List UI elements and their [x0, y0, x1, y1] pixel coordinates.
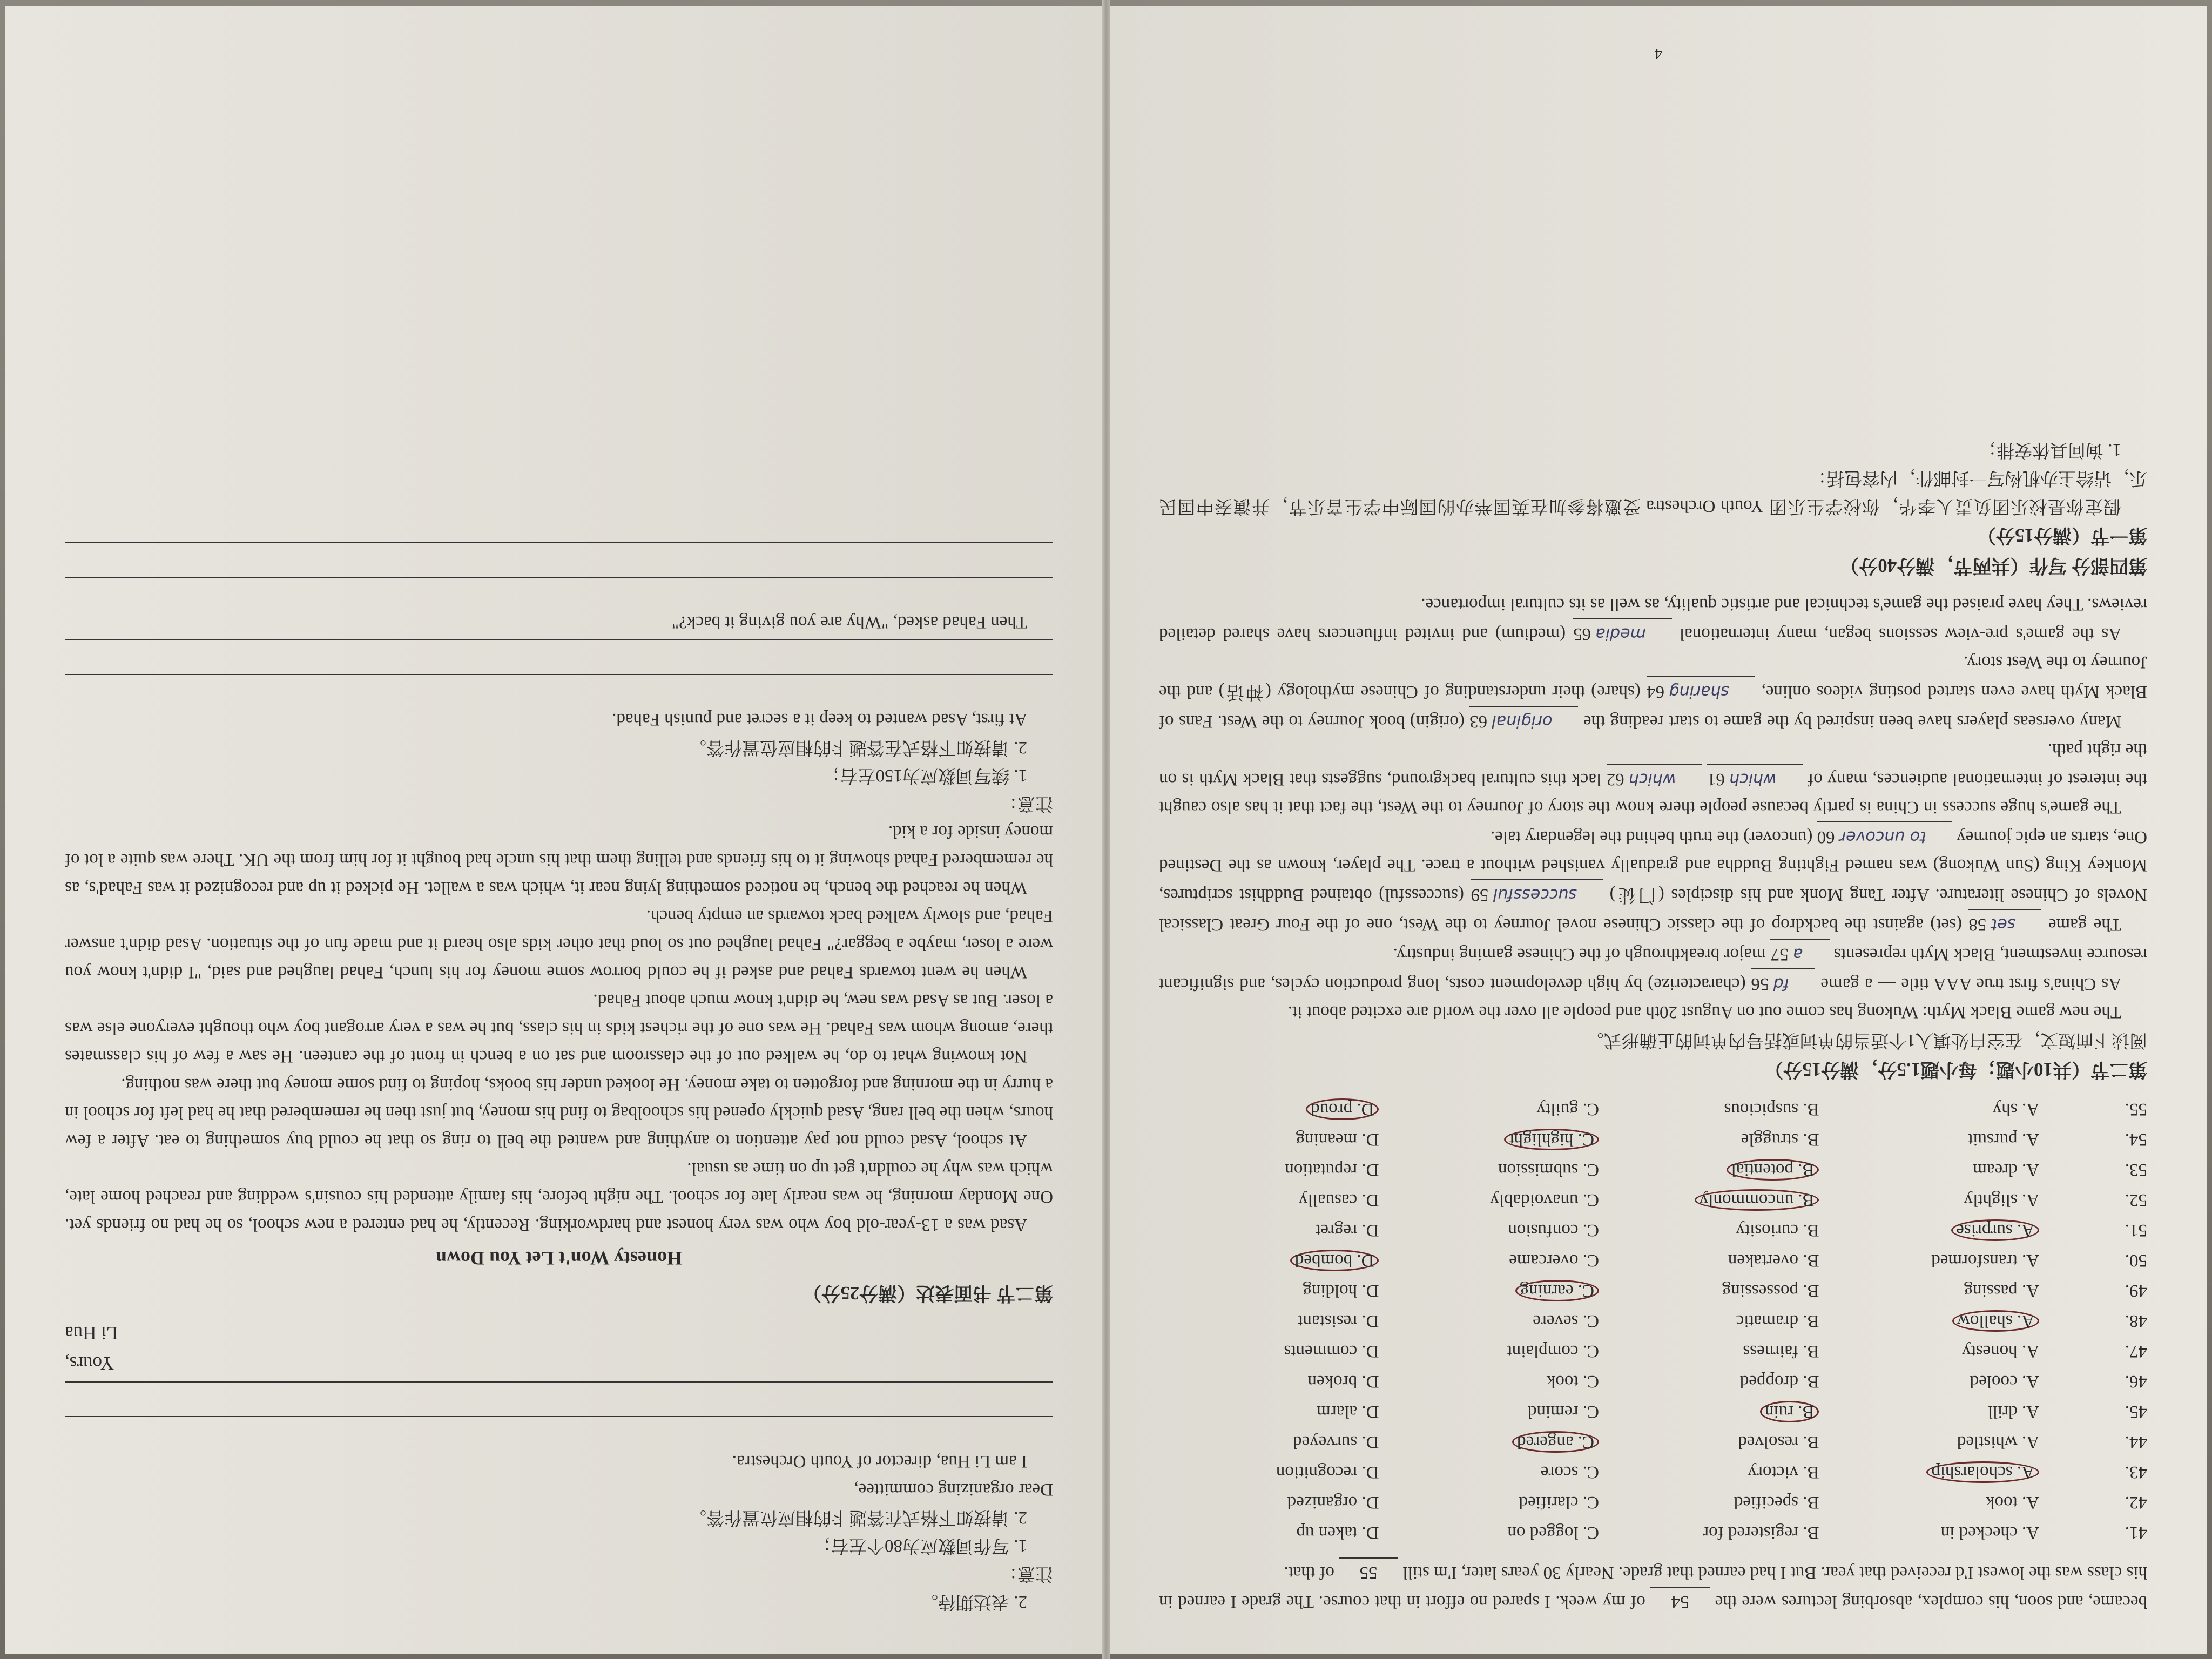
option-label: C. highlight [1504, 1129, 1599, 1150]
answer-line [65, 639, 1053, 671]
option-label: B. victory [1748, 1462, 1819, 1482]
question-number: 43. [2125, 1462, 2147, 1482]
option-label: A. surprise [1951, 1219, 2039, 1241]
option-b[interactable] [1599, 1366, 1819, 1397]
option-b[interactable] [1599, 1336, 1819, 1366]
option-b[interactable] [1599, 1185, 1819, 1215]
option-c[interactable] [1379, 1276, 1600, 1306]
option-d[interactable] [1159, 1366, 1379, 1397]
option-d[interactable] [1159, 1427, 1379, 1457]
option-label: B. specified [1734, 1493, 1819, 1512]
page-number: 4 [1654, 45, 1663, 63]
option-c[interactable] [1379, 1155, 1600, 1185]
option-b[interactable] [1599, 1245, 1819, 1276]
blank-number: 64 [1647, 682, 1665, 702]
option-label: B. registered for [1703, 1523, 1819, 1542]
blank-number: 60 [1817, 827, 1835, 847]
question-number: 52. [2125, 1190, 2147, 1210]
grammar-text: The game [2048, 915, 2121, 934]
blank-number: 56 [1751, 974, 1769, 994]
option-a[interactable] [1819, 1185, 2040, 1215]
answer-line [65, 542, 1053, 574]
blank-64 [1647, 676, 1755, 706]
option-label: A. shallow [1952, 1310, 2039, 1332]
option-b[interactable] [1599, 1457, 1819, 1487]
blank-number: 58 [1968, 915, 1987, 934]
option-d[interactable] [1159, 1457, 1379, 1487]
option-c[interactable] [1379, 1518, 1600, 1548]
option-a[interactable] [1819, 1094, 2040, 1124]
blank-number: 59 [1471, 885, 1489, 905]
option-c[interactable] [1379, 1124, 1600, 1155]
option-d[interactable] [1159, 1124, 1379, 1155]
blank-57 [1770, 939, 1830, 968]
option-b[interactable] [1599, 1487, 1819, 1518]
grammar-text: lack this cultural background, suggests that Black Myth is on the right path. [1159, 740, 2147, 789]
question-number: 46. [2125, 1372, 2147, 1391]
option-label: C. clarified [1519, 1493, 1599, 1512]
grammar-paragraph-5 [1159, 648, 2147, 736]
page-cloze-grammar [1110, 6, 2207, 1654]
story-paragraph-2: At school, Asad could not pay attention to anything and wanted the bell to ring so that he could buy something to eat. After a few hours, when the bell rang, Asad quickly opened his schoolbag to find his money, but just then he remembered that he had left for school in a hurry in the morning and forgotten to take money. He looked under his books, hoping to find some money but there was nothing. [65, 1075, 1053, 1150]
option-label: A. slightly [1964, 1190, 2039, 1210]
option-label: C. remind [1528, 1402, 1599, 1421]
option-a[interactable] [1819, 1245, 2040, 1276]
option-a[interactable] [1819, 1276, 2040, 1306]
option-d[interactable] [1159, 1185, 1379, 1215]
question-number: 54. [2125, 1130, 2147, 1149]
handwritten-answer: original [1492, 712, 1553, 731]
question-number: 49. [2125, 1281, 2147, 1300]
notes-label: 注意： [1000, 794, 1053, 813]
continuation-prompt-2: Then Fahad asked, "Why are you giving it back?" [671, 612, 1027, 632]
question-number: 45. [2125, 1402, 2147, 1421]
handwritten-answer: set [1991, 915, 2016, 934]
notes-label: 注意： [1000, 1564, 1053, 1583]
question-number: 48. [2125, 1311, 2147, 1331]
grammar-text: (origin) book Journey to the West. Fans of Black Myth have even started posting videos online, [1158, 682, 2147, 731]
option-label: D. organized [1287, 1493, 1379, 1512]
option-label: C. complaint [1507, 1341, 1599, 1361]
option-c[interactable] [1379, 1427, 1600, 1457]
handwritten-answer: which [1729, 770, 1777, 788]
option-label: B. fairness [1743, 1341, 1819, 1361]
option-d[interactable] [1159, 1306, 1379, 1336]
option-a[interactable] [1819, 1336, 2040, 1366]
option-label: D. holding [1303, 1281, 1379, 1300]
option-c[interactable] [1379, 1457, 1600, 1487]
cloze-text: of that. [1284, 1563, 1334, 1582]
option-a[interactable] [1819, 1457, 2040, 1487]
option-label: C. earning [1515, 1280, 1599, 1301]
grammar-text: Many overseas players have been inspired by the game to start reading the [1583, 712, 2121, 731]
blank-61 [1707, 764, 1803, 793]
option-label: C. unavoidably [1490, 1190, 1599, 1210]
story-paragraph-5: When he reached the bench, he noticed something lying near it, which was a wallet. He picked it up and recognized it was Fahad's, as he remembered Fahad showing it to his friends and telling them that his uncle had bought it for him from the UK. There was quite a lot of money inside for a kid. [65, 822, 1053, 898]
email-closing: Yours, [65, 1353, 114, 1374]
option-a[interactable] [1819, 1124, 2040, 1155]
option-label: D. taken up [1296, 1523, 1379, 1542]
option-a[interactable] [1819, 1397, 2040, 1427]
option-label: A. checked in [1940, 1523, 2039, 1542]
option-b[interactable] [1599, 1397, 1819, 1427]
option-label: C. angered [1512, 1431, 1599, 1453]
option-label: B. ruin [1760, 1401, 1819, 1422]
grammar-text: As China's first true AAA title — a game [1820, 974, 2121, 994]
blank-60 [1817, 821, 1952, 851]
option-c[interactable] [1379, 1215, 1600, 1245]
question-number: 42. [2125, 1493, 2147, 1512]
option-d[interactable] [1159, 1245, 1379, 1276]
blank-number: 63 [1469, 712, 1488, 731]
option-label: B. dramatic [1736, 1311, 1819, 1331]
blank-55: 55 [1339, 1557, 1398, 1587]
story-paragraph-1: Asad was a 13-year-old boy who was very honest and hardworking. Recently, he had entered a new school, so he had no friends yet. One Monday morning, he was nearly late for school. The night before, his family attended his cousin's wedding and reached home late, which was why he couldn't get up on time as usual. [65, 1159, 1053, 1235]
answer-line [65, 1381, 1053, 1413]
option-label: C. score [1540, 1462, 1599, 1482]
option-c[interactable] [1379, 1094, 1600, 1124]
option-label: D. recognition [1276, 1462, 1379, 1482]
option-label: D. surveyed [1293, 1432, 1379, 1452]
handwritten-answer: sharing [1669, 682, 1730, 701]
option-c[interactable] [1379, 1366, 1600, 1397]
blank-54: 54 [1650, 1587, 1710, 1616]
option-a[interactable] [1819, 1215, 2040, 1245]
option-label: B. dropped [1739, 1372, 1819, 1391]
option-a[interactable] [1819, 1518, 2040, 1548]
option-label: B. possessing [1722, 1281, 1819, 1300]
option-d[interactable] [1159, 1487, 1379, 1518]
option-label: B. struggle [1741, 1130, 1819, 1149]
option-b[interactable] [1599, 1276, 1819, 1306]
blank-number: 57 [1770, 945, 1789, 964]
grammar-text: major breakthrough of the Chinese gaming industry. [1393, 945, 1766, 964]
option-label: C. overcame [1509, 1251, 1599, 1270]
option-label: D. casually [1299, 1190, 1379, 1210]
story-title: Honesty Won't Let You Down [435, 1247, 683, 1269]
option-label: C. submission [1498, 1160, 1599, 1179]
grammar-paragraph-3 [1159, 821, 2147, 939]
option-label: C. logged on [1507, 1523, 1599, 1542]
option-d[interactable] [1159, 1215, 1379, 1245]
question-number: 50. [2125, 1251, 2147, 1270]
option-label: B. suspicious [1724, 1100, 1819, 1119]
option-label: A. dream [1973, 1160, 2039, 1179]
option-a[interactable] [1819, 1306, 2040, 1336]
grammar-text: (successful) obtained Buddhist scriptures, Monkey King (Sun Wukong) was named Fighting Buddha and gradually vanished without a trace. The player, known as the Destined One, starts an epic journey [1158, 827, 2147, 905]
option-label: A. passing [1964, 1281, 2039, 1300]
story-paragraph-3: Not knowing what to do, he walked out of the classroom and sat on a bench in front of the canteen. He saw a few of his classmates there, among whom was Fahad. He was one of the richest kids in his class, but he was a very arrogant boy who thought everyone else was a loser. But as Asad was new, he didn't know much about Fahad. [65, 990, 1053, 1066]
option-label: B. curiosity [1736, 1220, 1819, 1240]
question-number: 51. [2125, 1220, 2147, 1240]
grammar-paragraph-2 [1159, 939, 2147, 998]
option-c[interactable] [1379, 1306, 1600, 1336]
option-a[interactable] [1819, 1427, 2040, 1457]
grammar-paragraph-6 [1159, 590, 2147, 648]
handwritten-answer: to uncover [1839, 827, 1926, 846]
grammar-paragraph-4 [1159, 736, 2147, 821]
option-label: A. cooled [1970, 1372, 2039, 1391]
option-d[interactable] [1159, 1518, 1379, 1548]
option-label: D. meaning [1296, 1130, 1379, 1149]
option-a[interactable] [1819, 1155, 2040, 1185]
question-number: 47. [2125, 1341, 2147, 1361]
option-label: A. drill [1987, 1402, 2039, 1421]
option-label: C. confusion [1508, 1220, 1599, 1240]
section4-sub: 第一节（满分15分） [1977, 525, 2147, 546]
option-label: B. potential [1727, 1159, 1819, 1181]
section2-heading: 第二节（共10小题；每小题1.5分，满分15分） [1764, 1059, 2147, 1080]
option-label: D. bombed [1290, 1250, 1379, 1271]
option-label: C. guilty [1536, 1100, 1599, 1119]
option-b[interactable] [1599, 1124, 1819, 1155]
option-b[interactable] [1599, 1215, 1819, 1245]
blank-58 [1968, 909, 2041, 939]
grammar-text: (medium) and invited influencers have shared detailed reviews. They have praised the game's technical and artistic quality, as well as its cultural importance. [1158, 595, 2147, 644]
continuation-note-1: 1. 续写词数应为150左右； [822, 766, 1027, 785]
blank-62 [1607, 764, 1702, 793]
blank-number: 65 [1573, 624, 1591, 644]
option-label: C. severe [1533, 1311, 1599, 1331]
option-label: D. alarm [1317, 1402, 1379, 1421]
blank-63 [1469, 706, 1578, 736]
option-label: D. broken [1307, 1372, 1379, 1391]
option-d[interactable] [1159, 1336, 1379, 1366]
handwritten-answer: which [1628, 770, 1676, 788]
option-d[interactable] [1159, 1397, 1379, 1427]
cloze-text: of my week. I spared no effort in that course. The grade I earned in his class was the lowest I'd received that year. But I had earned that grade. Nearly 30 years later, I'm still [1158, 1563, 2147, 1611]
option-b[interactable] [1599, 1427, 1819, 1457]
option-label: D. reputation [1285, 1160, 1379, 1179]
option-b[interactable] [1599, 1306, 1819, 1336]
blank-number: 61 [1707, 770, 1725, 789]
grammar-text: (share) their understanding of Chinese mythology (神话) and the Journey to the West story. [1159, 652, 2147, 702]
section4-heading: 第四部分 写作（共两节，满分40分） [1840, 555, 2147, 576]
story-paragraph-4: When he went towards Fahad and asked if he could borrow some money for his lunch, Fahad laughed and said, "I didn't know you were a loser, maybe a beggar?" Fahad laughed out so loud that other kids also heard it and made fun of the situation. Asad didn't answer Fahad, and slowly walked back towards an empty bench. [65, 906, 1053, 982]
page-writing [5, 6, 1102, 1654]
option-c[interactable] [1379, 1487, 1600, 1518]
option-c[interactable] [1379, 1245, 1600, 1276]
option-label: A. shy [1992, 1100, 2039, 1119]
option-label: B. resolved [1738, 1432, 1819, 1452]
writing-task-item-1: 1. 询问具体安排； [1979, 440, 2121, 460]
blank-56 [1751, 968, 1816, 998]
page-fold [1102, 0, 1110, 1659]
option-d[interactable] [1159, 1155, 1379, 1185]
section5-heading: 第二节 书面表达（满分25分） [802, 1283, 1053, 1304]
option-label: D. regret [1316, 1220, 1379, 1240]
question-number: 53. [2125, 1160, 2147, 1179]
option-b[interactable] [1599, 1518, 1819, 1548]
option-label: A. took [1986, 1493, 2039, 1512]
email-greeting: Dear organizing committee, [854, 1480, 1053, 1499]
writing-task: 假定你是校乐团负责人李华，你校学生乐团 Youth Orchestra 受邀将参加在英国举办的国际中学生音乐节，并演奏中国民乐，请给主办机构写一封邮件，内容包括： [1159, 468, 2147, 516]
grammar-text: As the game's pre-view sessions began, many international [1679, 624, 2121, 644]
blank-65 [1573, 618, 1672, 648]
continuation-note-2: 2. 请按如下格式在答题卡的相应位置作答。 [689, 738, 1027, 757]
option-b[interactable] [1599, 1094, 1819, 1124]
option-b[interactable] [1599, 1155, 1819, 1185]
writing-task-item-2: 2. 表达期待。 [920, 1592, 1027, 1611]
grammar-text: (set) against the backdrop of the classic Chinese novel Journey to the West, one of the Four Great Classical Novels of Chinese literature. After Tang Monk and his disciples (门徒) [1158, 885, 2147, 934]
cloze-paragraph-end [1159, 1557, 2147, 1616]
option-label: B. uncommonly [1695, 1189, 1819, 1211]
grammar-text: The game's huge success in China is partly because people there know the story of Journey to the West, the fact that it has also caught the interest of international audiences, many of [1159, 770, 2147, 817]
writing-note-2: 2. 请按如下格式在答题卡的相应位置作答。 [689, 1508, 1027, 1527]
option-a[interactable] [1819, 1487, 2040, 1518]
option-c[interactable] [1379, 1185, 1600, 1215]
question-number: 44. [2125, 1432, 2147, 1452]
handwritten-answer: fd [1773, 974, 1790, 993]
option-a[interactable] [1819, 1366, 2040, 1397]
email-signature: Li Hua [65, 1323, 118, 1344]
option-label: A. honesty [1962, 1341, 2039, 1361]
option-label: A. pursuit [1968, 1130, 2039, 1149]
answer-line [65, 577, 1053, 608]
section2-instruction: 阅读下面短文，在空白处填入1个适当的单词或括号内单词的正确形式。 [1586, 1030, 2147, 1050]
option-label: B. overtaken [1728, 1251, 1819, 1270]
question-number: 55. [2125, 1100, 2147, 1119]
option-c[interactable] [1379, 1336, 1600, 1366]
continuation-prompt-1: At first, Asad wanted to keep it a secret and punish Fahad. [612, 710, 1027, 729]
option-label: A. transformed [1931, 1251, 2039, 1270]
cloze-choices [1159, 1094, 2147, 1548]
question-number: 41. [2125, 1523, 2147, 1542]
option-label: D. resistant [1298, 1311, 1379, 1331]
answer-line [65, 674, 1053, 705]
option-d[interactable] [1159, 1094, 1379, 1124]
blank-number: 62 [1606, 770, 1624, 789]
answer-line [65, 1416, 1053, 1447]
writing-note-1: 1. 写作词数应为80个左右； [813, 1536, 1027, 1555]
option-c[interactable] [1379, 1397, 1600, 1427]
cloze-text: became, and soon, his complex, absorbing lectures were the [1715, 1592, 2147, 1611]
option-label: A. whistled [1957, 1432, 2039, 1452]
handwritten-answer: successful [1493, 885, 1577, 904]
email-opening: I am Li Hua, director of Youth Orchestra. [732, 1452, 1027, 1471]
handwritten-answer: media [1595, 624, 1646, 643]
handwritten-answer: a [1793, 945, 1803, 963]
grammar-text: (uncover) the truth behind the legendary tale. [1490, 827, 1813, 847]
option-label: C. took [1546, 1372, 1599, 1391]
option-label: D. comments [1284, 1341, 1379, 1361]
grammar-text: (characterize) by high development costs, long production cycles, and significant resource investment, Black Myth represents [1159, 945, 2147, 994]
option-d[interactable] [1159, 1276, 1379, 1306]
option-label: A. scholarship [1926, 1461, 2039, 1483]
grammar-paragraph-1: The new game Black Myth: Wukong has come out on August 20th and people all over the world are excited about it. [1287, 1002, 2121, 1022]
option-label: D. proud [1306, 1098, 1379, 1120]
blank-59 [1471, 879, 1603, 909]
